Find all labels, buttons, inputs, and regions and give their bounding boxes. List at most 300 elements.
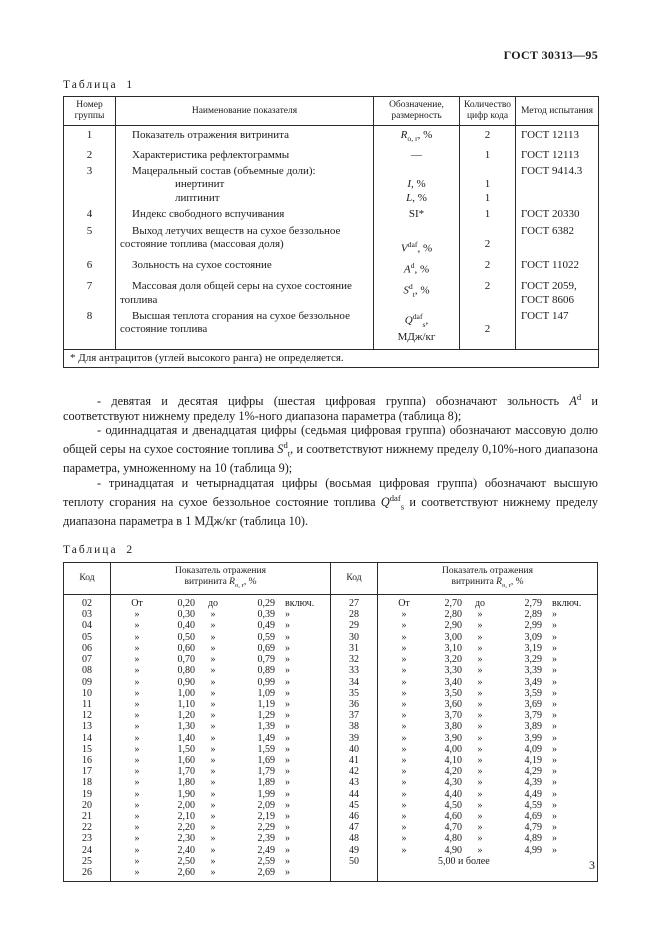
code-cell: 21 <box>64 811 111 822</box>
range-line <box>380 811 595 822</box>
to-value: 4,29 <box>524 766 542 778</box>
to-value: 3,69 <box>524 698 542 710</box>
inclusive-word: » <box>552 642 557 654</box>
inclusive-word: » <box>552 844 557 856</box>
to-word: » <box>210 844 216 856</box>
indicator-name-cell <box>116 308 374 349</box>
from-value: 4,30 <box>444 777 462 789</box>
table2-header-row <box>64 563 598 595</box>
range-line <box>113 721 328 732</box>
to-word: » <box>210 698 216 710</box>
cell-line <box>464 225 511 238</box>
from-value: 2,10 <box>177 810 195 822</box>
cell-line: — <box>411 148 422 161</box>
to-value: 1,69 <box>257 754 275 766</box>
range-line <box>113 867 328 878</box>
to-value: 0,39 <box>257 609 275 621</box>
inclusive-word: включ. <box>285 598 315 610</box>
range-open-text: 5,00 и более <box>438 855 490 867</box>
from-value: 3,00 <box>444 631 462 643</box>
reflectance-range-cell <box>111 609 331 620</box>
reflectance-range-cell <box>111 665 331 676</box>
to-word: » <box>477 732 483 744</box>
cell-line: ГОСТ 9414.3 <box>521 165 583 177</box>
reflectance-range-cell <box>378 643 598 654</box>
table2-row <box>64 721 598 732</box>
to-value: 1,09 <box>257 687 275 699</box>
to-value: 1,59 <box>257 743 275 755</box>
code-cell: 06 <box>64 643 111 654</box>
table2-row <box>64 800 598 811</box>
reflectance-range-cell <box>378 620 598 631</box>
from-word: » <box>401 609 407 621</box>
table2-head <box>64 563 598 595</box>
inclusive-word: » <box>552 698 557 710</box>
to-word: » <box>210 631 216 643</box>
to-value: 2,69 <box>257 866 275 878</box>
to-value: 2,89 <box>524 609 542 621</box>
from-word: » <box>401 777 407 789</box>
from-value: 4,40 <box>444 788 462 800</box>
inclusive-word: » <box>552 710 557 722</box>
range-line <box>113 800 328 811</box>
table1-header-test-method: Метод испытания <box>516 97 599 126</box>
range-line <box>380 744 595 755</box>
cell-line: $Q^{daf}_s$, <box>404 311 429 329</box>
reflectance-range-cell <box>111 699 331 710</box>
to-word: » <box>210 754 216 766</box>
code-cell: 22 <box>64 822 111 833</box>
from-value: 0,90 <box>177 676 195 688</box>
inclusive-word: » <box>285 754 290 766</box>
code-cell: 24 <box>64 845 111 856</box>
range-line <box>380 699 595 710</box>
from-word: » <box>134 810 140 822</box>
range-line <box>380 654 595 665</box>
code-cell: 11 <box>64 699 111 710</box>
to-value: 3,19 <box>524 642 542 654</box>
table1-header-code-digits: Количество цифр кода <box>460 97 516 126</box>
to-value: 1,29 <box>257 710 275 722</box>
table2-row <box>64 595 598 610</box>
designation-cell <box>374 308 460 349</box>
reflectance-range-cell <box>111 677 331 688</box>
code-cell: 19 <box>64 789 111 800</box>
code-digits-cell <box>460 164 516 207</box>
range-line <box>380 777 595 788</box>
code-cell: 05 <box>64 632 111 643</box>
inclusive-word: » <box>285 676 290 688</box>
reflectance-range-cell <box>378 867 598 882</box>
range-line <box>113 609 328 620</box>
group-number-cell <box>64 308 116 349</box>
code-cell: 31 <box>331 643 378 654</box>
reflectance-range-cell <box>111 845 331 856</box>
inclusive-word: » <box>285 844 290 856</box>
from-word: » <box>134 710 140 722</box>
inclusive-word: » <box>285 698 290 710</box>
from-word: » <box>401 665 407 677</box>
inclusive-word: » <box>285 743 290 755</box>
cell-line <box>464 165 511 178</box>
to-value: 1,19 <box>257 698 275 710</box>
cell-line: $R_{o, r}$, % <box>400 129 433 144</box>
inclusive-word: » <box>285 654 290 666</box>
code-cell: 45 <box>331 800 378 811</box>
cell-line <box>464 310 511 323</box>
reflectance-range-cell <box>111 822 331 833</box>
table1-footnote: * Для антрацитов (углей высокого ранга) не определяется. <box>64 349 599 367</box>
from-word: » <box>401 687 407 699</box>
code-digits-cell <box>460 223 516 257</box>
from-value: 0,60 <box>177 642 195 654</box>
cell-line: 2 <box>484 259 491 272</box>
to-value: 4,99 <box>524 844 542 856</box>
inclusive-word: » <box>552 631 557 643</box>
range-line <box>380 620 595 631</box>
to-word: » <box>210 822 216 834</box>
code-cell: 20 <box>64 800 111 811</box>
reflectance-range-cell <box>111 755 331 766</box>
to-value: 1,79 <box>257 766 275 778</box>
inclusive-word: » <box>285 799 290 811</box>
reflectance-range-cell <box>111 789 331 800</box>
code-cell: 08 <box>64 665 111 676</box>
range-line <box>113 688 328 699</box>
table1-foot <box>64 349 599 367</box>
to-value: 4,89 <box>524 833 542 845</box>
table2-row <box>64 867 598 882</box>
code-cell: 09 <box>64 677 111 688</box>
code-cell: 35 <box>331 688 378 699</box>
from-word: » <box>401 799 407 811</box>
range-line <box>113 766 328 777</box>
range-line <box>380 789 595 800</box>
reflectance-range-cell <box>111 867 331 882</box>
reflectance-range-cell <box>378 609 598 620</box>
to-word: » <box>210 609 216 621</box>
indicator-name-cell <box>116 207 374 223</box>
group-number-cell <box>64 258 116 279</box>
to-value: 4,69 <box>524 810 542 822</box>
from-word: » <box>134 822 140 834</box>
designation-cell <box>374 223 460 257</box>
table1-row <box>64 258 599 279</box>
code-cell: 30 <box>331 632 378 643</box>
from-value: 3,50 <box>444 687 462 699</box>
code-cell: 39 <box>331 733 378 744</box>
cell-line: 2 <box>86 148 93 161</box>
from-value: 1,60 <box>177 754 195 766</box>
table2-header-indicator-right: Показатель отражения витринита $R_{o, r}$, % <box>378 563 598 595</box>
test-method-cell <box>516 258 599 279</box>
inclusive-word: включ. <box>552 598 582 610</box>
inclusive-word: » <box>552 766 557 778</box>
table2 <box>63 562 598 882</box>
table2-row <box>64 710 598 721</box>
inclusive-word: » <box>285 822 290 834</box>
reflectance-range-cell <box>378 744 598 755</box>
table1-row <box>64 126 599 148</box>
indicator-name-cell <box>116 126 374 148</box>
code-digits-cell <box>460 126 516 148</box>
to-value: 4,79 <box>524 822 542 834</box>
indicator-name-cell <box>116 258 374 279</box>
code-cell <box>331 867 378 882</box>
code-cell: 48 <box>331 833 378 844</box>
inclusive-word: » <box>285 620 290 632</box>
group-number-cell <box>64 164 116 207</box>
from-value: 0,40 <box>177 620 195 632</box>
code-cell: 29 <box>331 620 378 631</box>
to-word: » <box>477 833 483 845</box>
table1 <box>63 96 599 368</box>
table2-header-code-left: Код <box>64 563 111 595</box>
from-word: » <box>134 620 140 632</box>
to-value: 0,69 <box>257 642 275 654</box>
to-value: 4,59 <box>524 799 542 811</box>
inclusive-word: » <box>285 642 290 654</box>
range-line <box>380 822 595 833</box>
from-word: » <box>401 642 407 654</box>
table2-row <box>64 789 598 800</box>
reflectance-range-cell <box>378 665 598 676</box>
from-word: » <box>134 866 140 878</box>
inclusive-word: » <box>285 732 290 744</box>
table2-row <box>64 856 598 867</box>
from-value: 4,70 <box>444 822 462 834</box>
reflectance-range-cell <box>378 833 598 844</box>
to-word: » <box>210 810 216 822</box>
reflectance-range-cell <box>111 800 331 811</box>
to-value: 0,89 <box>257 665 275 677</box>
from-word: » <box>401 833 407 845</box>
to-word: » <box>210 710 216 722</box>
to-value: 3,89 <box>524 721 542 733</box>
to-word: » <box>477 822 483 834</box>
cell-line: 1 <box>484 178 491 191</box>
code-digits-cell <box>460 279 516 309</box>
cell-line: ГОСТ 12113 <box>521 148 580 161</box>
to-word: » <box>210 654 216 666</box>
from-word: » <box>401 766 407 778</box>
to-word: » <box>477 642 483 654</box>
range-line <box>113 665 328 676</box>
to-value: 2,09 <box>257 799 275 811</box>
code-cell: 18 <box>64 777 111 788</box>
code-digits-cell <box>460 308 516 349</box>
inclusive-word: » <box>552 822 557 834</box>
from-word: » <box>401 620 407 632</box>
to-value: 2,49 <box>257 844 275 856</box>
table2-row <box>64 665 598 676</box>
cell-line: Массовая доля общей серы на сухое состояние <box>132 280 352 293</box>
code-cell: 04 <box>64 620 111 631</box>
cell-line: 1 <box>484 208 491 221</box>
reflectance-range-cell <box>111 744 331 755</box>
inclusive-word: » <box>285 687 290 699</box>
reflectance-range-cell <box>378 766 598 777</box>
to-value: 3,49 <box>524 676 542 688</box>
to-word: » <box>477 665 483 677</box>
to-value: 0,49 <box>257 620 275 632</box>
range-line <box>113 755 328 766</box>
cell-line: липтинит <box>120 191 220 204</box>
table2-header-indicator-left: Показатель отражения витринита $R_{o, r}$, % <box>111 563 331 595</box>
inclusive-word: » <box>552 754 557 766</box>
code-cell: 03 <box>64 609 111 620</box>
from-word: » <box>134 698 140 710</box>
to-value: 3,29 <box>524 654 542 666</box>
cell-line: 3 <box>86 165 93 177</box>
table1-row <box>64 223 599 257</box>
reflectance-range-cell <box>378 811 598 822</box>
code-cell: 10 <box>64 688 111 699</box>
cell-line: 1 <box>86 129 93 141</box>
from-word: От <box>131 598 143 610</box>
range-line <box>380 677 595 688</box>
from-value: 0,30 <box>177 609 195 621</box>
reflectance-range-cell <box>378 755 598 766</box>
code-cell: 50 <box>331 856 378 867</box>
group-number-cell <box>64 223 116 257</box>
from-word: » <box>134 833 140 845</box>
reflectance-range-cell <box>111 710 331 721</box>
test-method-cell <box>516 308 599 349</box>
reflectance-range-cell <box>111 856 331 867</box>
range-line <box>380 800 595 811</box>
cell-line: L, % <box>406 191 427 204</box>
from-value: 2,90 <box>444 620 462 632</box>
range-line <box>380 710 595 721</box>
code-cell: 32 <box>331 654 378 665</box>
to-word: » <box>210 642 216 654</box>
inclusive-word: » <box>552 799 557 811</box>
to-word: » <box>477 687 483 699</box>
to-value: 4,39 <box>524 777 542 789</box>
code-digits-cell <box>460 258 516 279</box>
code-cell: 43 <box>331 777 378 788</box>
reflectance-range-cell <box>378 632 598 643</box>
from-value: 3,10 <box>444 642 462 654</box>
to-word: » <box>477 754 483 766</box>
cell-line: ГОСТ 20330 <box>521 208 580 221</box>
reflectance-range-cell <box>111 733 331 744</box>
to-word: » <box>477 654 483 666</box>
to-value: 2,99 <box>524 620 542 632</box>
page-number: 3 <box>589 858 595 872</box>
from-word: » <box>134 766 140 778</box>
code-cell: 34 <box>331 677 378 688</box>
to-word: » <box>210 665 216 677</box>
from-value: 3,90 <box>444 732 462 744</box>
table2-row <box>64 744 598 755</box>
from-word: » <box>134 777 140 789</box>
reflectance-range-cell <box>111 688 331 699</box>
from-value: 1,80 <box>177 777 195 789</box>
range-line <box>380 766 595 777</box>
from-word: » <box>401 710 407 722</box>
table1-header-designation: Обозначение, размерность <box>374 97 460 126</box>
inclusive-word: » <box>285 855 290 867</box>
range-line <box>113 744 328 755</box>
to-word: » <box>477 799 483 811</box>
code-cell: 44 <box>331 789 378 800</box>
to-word: » <box>210 777 216 789</box>
reflectance-range-cell <box>111 632 331 643</box>
test-method-cell <box>516 164 599 207</box>
table2-row <box>64 822 598 833</box>
from-word: » <box>401 631 407 643</box>
table1-header-indicator-name: Наименование показателя <box>116 97 374 126</box>
from-value: 1,40 <box>177 732 195 744</box>
test-method-cell <box>516 207 599 223</box>
to-word: » <box>210 866 216 878</box>
from-value: 1,90 <box>177 788 195 800</box>
from-word: » <box>401 743 407 755</box>
designation-cell <box>374 207 460 223</box>
from-value: 4,60 <box>444 810 462 822</box>
code-cell: 12 <box>64 710 111 721</box>
to-value: 2,19 <box>257 810 275 822</box>
cell-line: ГОСТ 8606 <box>521 293 574 306</box>
inclusive-word: » <box>552 833 557 845</box>
from-value: 1,50 <box>177 743 195 755</box>
to-word: » <box>477 810 483 822</box>
range-line <box>113 811 328 822</box>
cell-line: Характеристика рефлектограммы <box>132 148 290 161</box>
reflectance-range-cell <box>111 643 331 654</box>
to-word: » <box>210 799 216 811</box>
to-word: » <box>210 676 216 688</box>
from-word: » <box>134 844 140 856</box>
from-word: » <box>401 788 407 800</box>
reflectance-range-cell <box>111 654 331 665</box>
range-line <box>380 665 595 676</box>
code-cell: 14 <box>64 733 111 744</box>
to-word: » <box>210 620 216 632</box>
range-line <box>113 733 328 744</box>
group-number-cell <box>64 279 116 309</box>
to-value: 1,99 <box>257 788 275 800</box>
code-cell: 49 <box>331 845 378 856</box>
code-cell: 07 <box>64 654 111 665</box>
code-cell: 42 <box>331 766 378 777</box>
indicator-name-cell <box>116 147 374 163</box>
designation-cell <box>374 279 460 309</box>
cell-line: 5 <box>86 224 93 237</box>
code-cell: 15 <box>64 744 111 755</box>
reflectance-range-cell <box>378 822 598 833</box>
from-word: » <box>134 676 140 688</box>
range-line <box>113 777 328 788</box>
table2-row <box>64 733 598 744</box>
table1-header-group-number: Номер группы <box>64 97 116 126</box>
cell-line: инертинит <box>120 178 225 191</box>
cell-line: 8 <box>86 309 93 322</box>
paragraph-heat-digits: - тринадцатая и четырнадцатая цифры (восьмая цифровая группа) обозначают высшую теплоту сгорания на сухое беззольное состояние топлива $Q^{daf}_s$ и соответствуют нижнему пределу диапазона параметра в 1 МДж/кг (таблица 10). <box>63 476 599 529</box>
reflectance-range-cell <box>378 677 598 688</box>
from-word: » <box>401 721 407 733</box>
designation-cell <box>374 147 460 163</box>
indicator-name-cell <box>116 223 374 257</box>
to-value: 3,99 <box>524 732 542 744</box>
paragraph-ash-digits: - девятая и десятая цифры (шестая цифровая группа) обозначают зольность $A^d$ и соответствуют нижнему пределу 1%-ного диапазона параметра (таблица 8); <box>63 391 599 423</box>
to-word: » <box>477 698 483 710</box>
table1-footnote-row <box>64 349 599 367</box>
reflectance-range-cell <box>378 595 598 610</box>
reflectance-range-cell <box>378 688 598 699</box>
